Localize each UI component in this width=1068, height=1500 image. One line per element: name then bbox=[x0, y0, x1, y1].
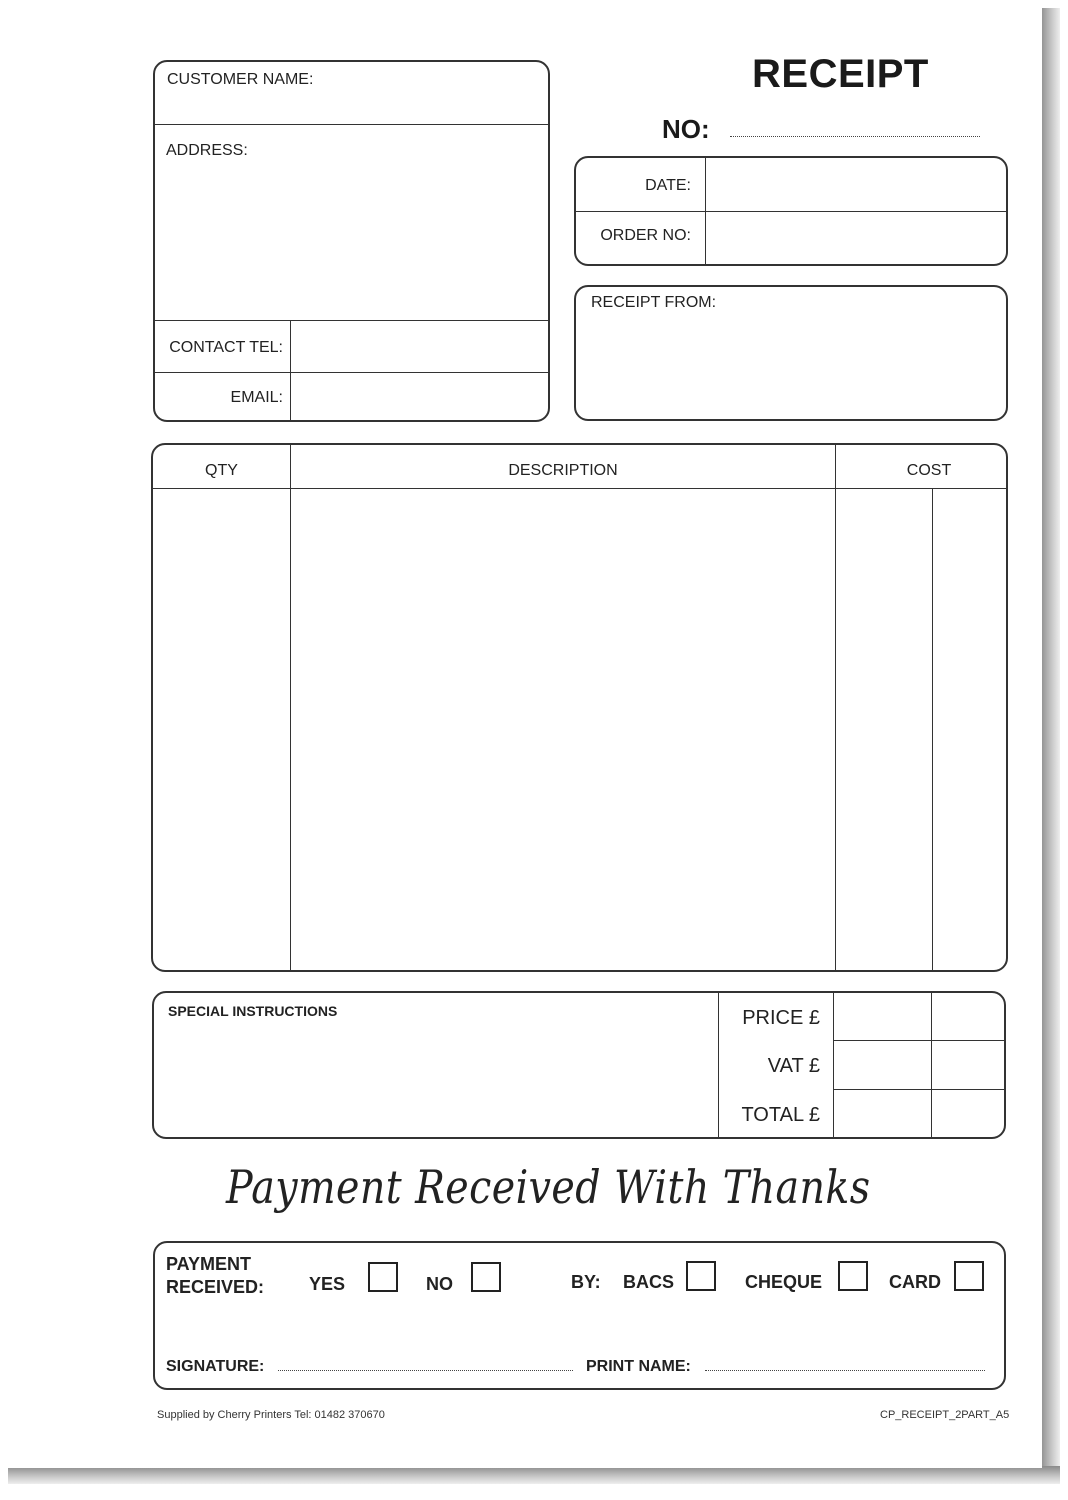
divider bbox=[290, 321, 291, 420]
thanks-message: Payment Received With Thanks bbox=[226, 1160, 871, 1214]
page-shadow-bottom bbox=[8, 1466, 1060, 1484]
page-shadow-right bbox=[1040, 8, 1060, 1483]
total-label: TOTAL £ bbox=[741, 1104, 820, 1126]
payment-received-label: PAYMENT bbox=[166, 1254, 252, 1274]
contact-tel-label: CONTACT TEL: bbox=[169, 339, 283, 356]
signature-label: SIGNATURE: bbox=[166, 1358, 265, 1375]
card-checkbox[interactable] bbox=[954, 1261, 984, 1291]
column-divider bbox=[835, 445, 836, 970]
email-label: EMAIL: bbox=[230, 389, 283, 406]
bacs-label: BACS bbox=[623, 1272, 675, 1292]
description-column-field[interactable] bbox=[295, 492, 831, 966]
cheque-label: CHEQUE bbox=[745, 1272, 823, 1292]
by-label: BY: bbox=[571, 1272, 601, 1292]
divider bbox=[576, 211, 1006, 212]
address-field[interactable] bbox=[160, 168, 544, 314]
contact-tel-field[interactable] bbox=[294, 325, 544, 369]
qty-column-field[interactable] bbox=[156, 492, 286, 966]
qty-column-header: QTY bbox=[205, 462, 238, 479]
order-no-field[interactable] bbox=[710, 215, 1002, 262]
signature-field[interactable] bbox=[278, 1370, 573, 1371]
divider bbox=[834, 1040, 1004, 1041]
divider bbox=[834, 1089, 1004, 1090]
vat-field[interactable] bbox=[837, 1043, 1003, 1087]
bacs-checkbox[interactable] bbox=[686, 1261, 716, 1291]
no-checkbox[interactable] bbox=[471, 1262, 501, 1292]
customer-name-field[interactable] bbox=[330, 66, 542, 118]
no-label: NO bbox=[426, 1274, 453, 1294]
date-field[interactable] bbox=[710, 161, 1002, 208]
email-field[interactable] bbox=[294, 376, 544, 418]
receipt-number-label: NO: bbox=[662, 114, 710, 144]
cost-column-header: COST bbox=[906, 462, 952, 479]
column-divider bbox=[290, 445, 291, 970]
date-label: DATE: bbox=[645, 177, 691, 194]
special-instructions-label: SPECIAL INSTRUCTIONS bbox=[168, 1003, 338, 1019]
yes-label: YES bbox=[309, 1274, 346, 1294]
order-no-label: ORDER NO: bbox=[600, 227, 691, 244]
divider bbox=[833, 993, 834, 1137]
table-header-divider bbox=[153, 488, 1006, 489]
address-label: ADDRESS: bbox=[166, 142, 248, 159]
divider bbox=[155, 320, 548, 321]
price-label: PRICE £ bbox=[742, 1007, 820, 1029]
supplier-note: Supplied by Cherry Printers Tel: 01482 370670 bbox=[157, 1409, 385, 1421]
yes-checkbox[interactable] bbox=[368, 1262, 398, 1292]
payment-box bbox=[153, 1241, 1006, 1390]
vat-label: VAT £ bbox=[767, 1055, 820, 1077]
description-column-header: DESCRIPTION bbox=[508, 462, 618, 479]
customer-name-label: CUSTOMER NAME: bbox=[167, 71, 314, 88]
divider bbox=[155, 124, 548, 125]
print-name-label: PRINT NAME: bbox=[586, 1358, 691, 1375]
divider bbox=[155, 372, 548, 373]
cheque-checkbox[interactable] bbox=[838, 1261, 868, 1291]
receipt-number-field[interactable] bbox=[730, 136, 980, 137]
receipt-from-label: RECEIPT FROM: bbox=[591, 294, 717, 311]
price-field[interactable] bbox=[837, 995, 1003, 1038]
total-field[interactable] bbox=[837, 1092, 1003, 1136]
divider bbox=[718, 993, 719, 1137]
payment-received-label-cont: RECEIVED: bbox=[166, 1277, 265, 1297]
card-label: CARD bbox=[889, 1272, 941, 1292]
receipt-title: RECEIPT bbox=[752, 52, 929, 96]
receipt-from-field[interactable] bbox=[580, 318, 1002, 414]
cost-column-field[interactable] bbox=[839, 492, 1003, 966]
print-name-field[interactable] bbox=[705, 1370, 985, 1371]
form-code: CP_RECEIPT_2PART_A5 bbox=[880, 1409, 1010, 1421]
special-instructions-field[interactable] bbox=[160, 1026, 712, 1132]
